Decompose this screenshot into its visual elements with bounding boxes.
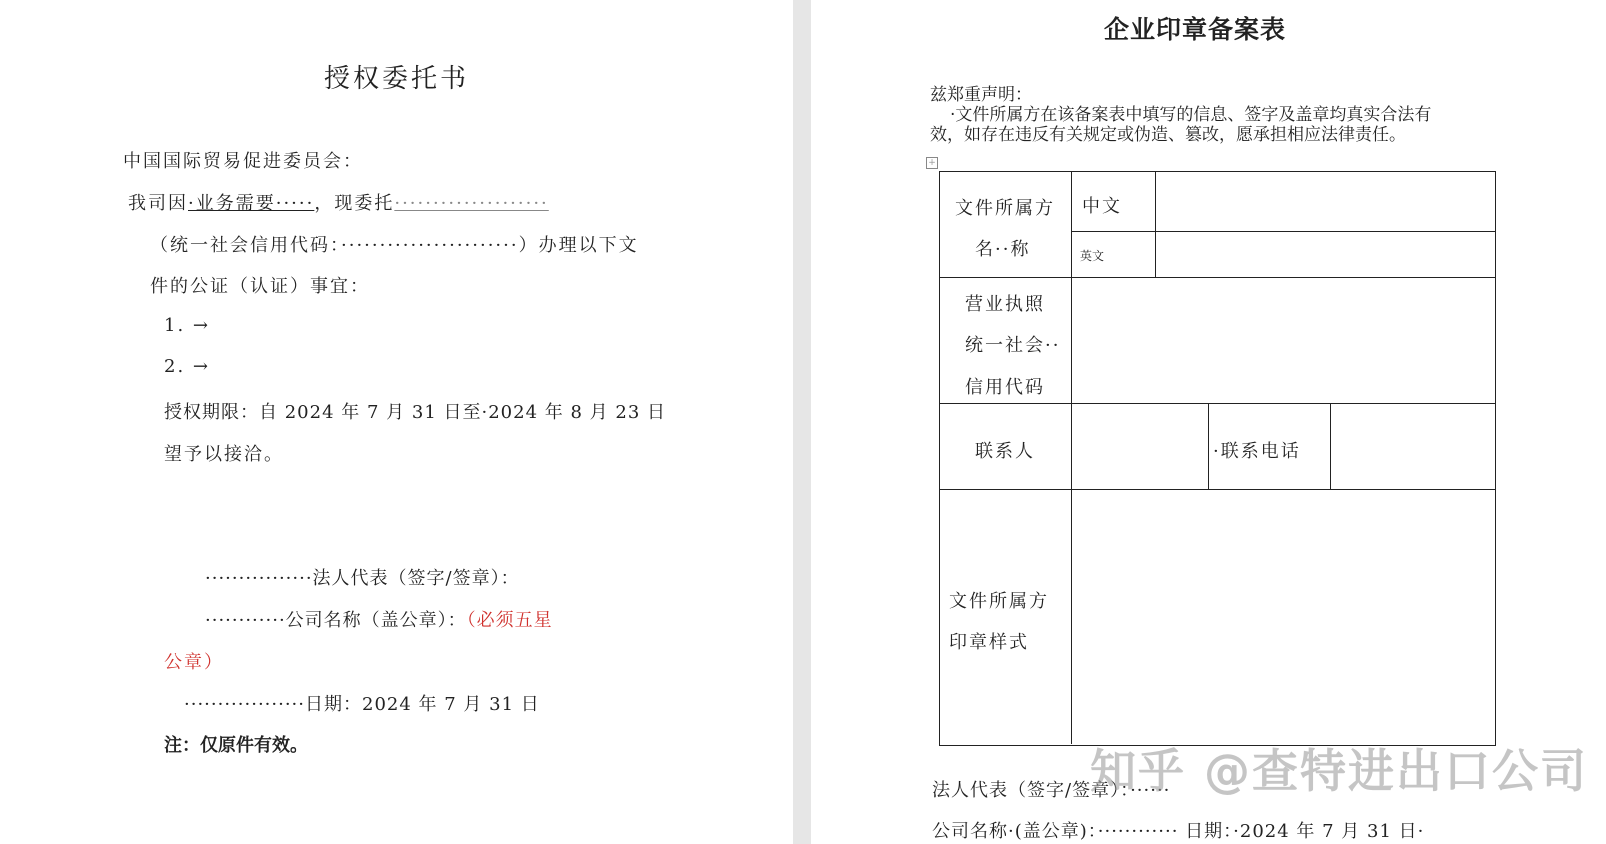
owner-name-label: 文件所属方 [955,198,1055,219]
english-label: 英文 [1080,249,1105,263]
divider [939,403,1495,404]
authorization-line-2: （统一社会信用代码：·······················）办理以下文 [150,235,639,256]
agent-field[interactable]: ···················· [394,193,549,214]
contact-cell[interactable] [1076,408,1204,486]
authorization-line-1 [128,189,549,215]
text: 我司因 [128,193,188,214]
license-label-1: 营业执照 [965,294,1045,315]
authorization-line-3: 件的公证（认证）事宜： [150,276,370,297]
declaration-line-2: 效，如存在违反有关规定或伪造、篡改，愿承担相应法律责任。 [930,125,1406,145]
divider [1330,403,1331,489]
divider [939,277,1495,278]
addressee: 中国国际贸易促进委员会： [123,151,363,172]
license-label-3: 信用代码 [965,377,1045,398]
left-page [0,0,793,844]
text: ，现委托 [314,193,395,214]
seal-label-1: 文件所属方 [949,591,1049,612]
table-move-handle-icon[interactable]: + [926,157,938,169]
chinese-label: 中文 [1082,196,1122,217]
document-title: 授权委托书 [324,64,470,94]
seal-label-2: 印章样式 [949,632,1029,653]
company-seal-line [205,606,553,632]
watermark: 知乎 @查特进出口公司 [1090,744,1589,798]
text: ············公司名称（盖公章）： [205,610,467,631]
credit-code-cell[interactable] [1076,282,1490,400]
note: 注：仅原件有效。 [164,735,308,756]
list-item-1: 1. → [164,315,210,336]
legal-rep-signature: ················法人代表（签字/签章）： [205,568,520,589]
english-name-cell[interactable] [1160,235,1490,273]
right-legal-rep-signature: 法人代表（签字/签章）：······ [932,780,1171,801]
phone-cell[interactable] [1335,408,1491,486]
declaration-line-1: ·文件所属方在该备案表中填写的信息、签字及盖章均真实合法有 [950,105,1432,125]
closing-line: 望予以接洽。 [164,444,284,465]
form-title: 企业印章备案表 [1104,15,1287,44]
declaration-title: 兹郑重声明： [930,85,1032,105]
divider [939,489,1495,490]
date-line: ··················日期：2024 年 7 月 31 日 [184,694,540,715]
authorization-period: 授权期限：自 2024 年 7 月 31 日至·2024 年 8 月 23 日 [164,402,666,423]
red-note: （必须五星 [466,610,553,631]
license-label-2: 统一社会·· [965,335,1061,356]
red-note-continued: 公章） [164,652,224,673]
owner-name-label-2: 名··称 [975,239,1031,260]
chinese-name-cell[interactable] [1160,176,1490,226]
divider [1155,171,1156,277]
divider [1208,403,1209,489]
reason-field[interactable]: ·业务需要····· [188,193,315,214]
contact-label: 联系人 [975,441,1035,462]
phone-label: ·联系电话 [1213,441,1301,462]
divider [1071,171,1072,744]
right-company-date-line: 公司名称·(盖公章)：············ 日期：·2024 年 7 月 31 日· [932,821,1425,842]
list-item-2: 2. → [164,356,210,377]
seal-sample-cell[interactable] [1076,494,1490,740]
divider [1071,231,1495,232]
